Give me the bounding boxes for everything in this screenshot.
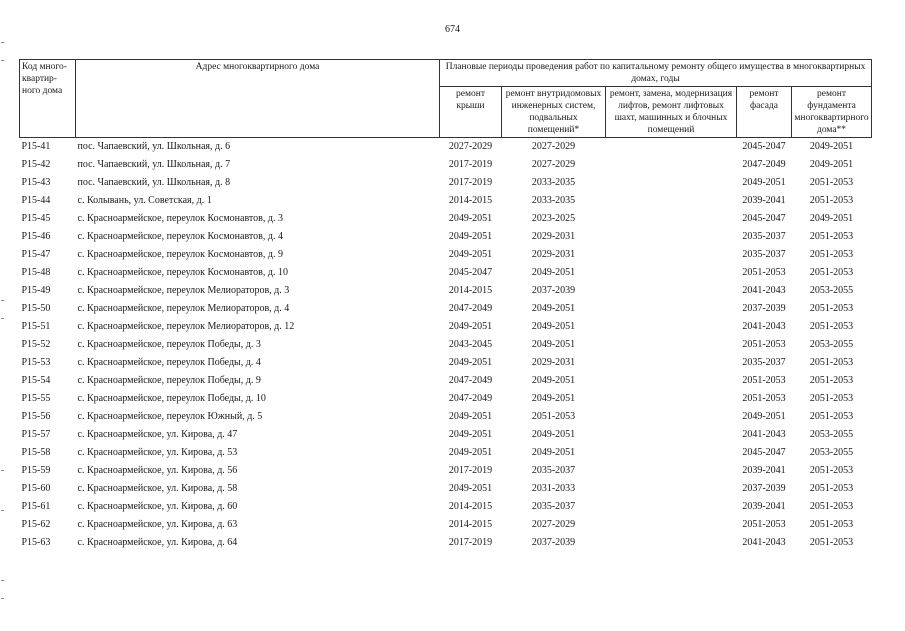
cell-address: с. Красноармейское, переулок Мелиораторов, д. 12 bbox=[77, 321, 295, 332]
cell-lifts bbox=[606, 210, 737, 228]
cell-address: с. Красноармейское, переулок Победы, д. 9 bbox=[77, 375, 261, 386]
cell-systems: 2049-2051 bbox=[531, 339, 576, 350]
cell-roof: 2043-2045 bbox=[448, 339, 493, 350]
cell-facade: 2037-2039 bbox=[742, 483, 786, 494]
cell-systems: 2049-2051 bbox=[531, 375, 576, 386]
table-row bbox=[20, 228, 872, 246]
capital-repair-schedule-table bbox=[19, 59, 872, 552]
cell-lifts bbox=[606, 498, 737, 516]
table-row bbox=[20, 174, 872, 192]
table-row bbox=[20, 534, 872, 552]
cell-address: с. Красноармейское, ул. Кирова, д. 53 bbox=[77, 447, 238, 458]
page-number: 674 bbox=[445, 24, 460, 35]
cell-facade: 2041-2043 bbox=[742, 285, 786, 296]
table-row bbox=[20, 210, 872, 228]
cell-lifts bbox=[606, 246, 737, 264]
cell-roof: 2014-2015 bbox=[448, 519, 493, 530]
cell-systems: 2029-2031 bbox=[531, 357, 576, 368]
cell-lifts bbox=[606, 156, 737, 174]
cell-code: P15-50 bbox=[21, 303, 51, 314]
cell-address: с. Колывань, ул. Советская, д. 1 bbox=[77, 195, 212, 206]
table-row bbox=[20, 498, 872, 516]
cell-foundation: 2051-2053 bbox=[809, 231, 854, 242]
cell-foundation: 2049-2051 bbox=[809, 159, 854, 170]
cell-address: с. Красноармейское, ул. Кирова, д. 58 bbox=[77, 483, 238, 494]
cell-roof: 2047-2049 bbox=[448, 393, 493, 404]
cell-address: с. Красноармейское, переулок Космонавтов, д. 10 bbox=[77, 267, 288, 278]
cell-lifts bbox=[606, 228, 737, 246]
cell-facade: 2051-2053 bbox=[742, 519, 786, 530]
cell-code: P15-49 bbox=[21, 285, 51, 296]
table-row bbox=[20, 408, 872, 426]
cell-code: P15-47 bbox=[21, 249, 51, 260]
cell-code: P15-54 bbox=[21, 375, 51, 386]
cell-foundation: 2051-2053 bbox=[809, 411, 854, 422]
cell-systems: 2049-2051 bbox=[531, 267, 576, 278]
cell-facade: 2049-2051 bbox=[742, 177, 786, 188]
table-body bbox=[20, 138, 872, 553]
cell-code: P15-45 bbox=[21, 213, 51, 224]
cell-lifts bbox=[606, 534, 737, 552]
cell-code: P15-62 bbox=[21, 519, 51, 530]
cell-lifts bbox=[606, 444, 737, 462]
cell-roof: 2049-2051 bbox=[448, 447, 493, 458]
cell-systems: 2049-2051 bbox=[531, 393, 576, 404]
cell-roof: 2047-2049 bbox=[448, 303, 493, 314]
cell-roof: 2027-2029 bbox=[448, 141, 493, 152]
cell-lifts bbox=[606, 282, 737, 300]
table-row bbox=[20, 282, 872, 300]
cell-foundation: 2051-2053 bbox=[809, 303, 854, 314]
cell-facade: 2049-2051 bbox=[742, 411, 786, 422]
cell-lifts bbox=[606, 336, 737, 354]
cell-roof: 2017-2019 bbox=[448, 177, 493, 188]
cell-foundation: 2051-2053 bbox=[809, 195, 854, 206]
cell-systems: 2051-2053 bbox=[531, 411, 576, 422]
cell-systems: 2027-2029 bbox=[531, 141, 576, 152]
header-code: Код много-квартир-ного дома bbox=[20, 60, 76, 138]
cell-roof: 2045-2047 bbox=[448, 267, 493, 278]
cell-address: с. Красноармейское, ул. Кирова, д. 56 bbox=[77, 465, 238, 476]
header-periods-group: Плановые периоды проведения работ по капитальному ремонту общего имущества в многоквартирных домах, годы bbox=[440, 60, 872, 87]
cell-address: с. Красноармейское, переулок Космонавтов, д. 3 bbox=[77, 213, 283, 224]
cell-code: P15-57 bbox=[21, 429, 51, 440]
table-row bbox=[20, 372, 872, 390]
cell-address: с. Красноармейское, ул. Кирова, д. 47 bbox=[77, 429, 238, 440]
cell-facade: 2035-2037 bbox=[742, 231, 786, 242]
cell-code: P15-44 bbox=[21, 195, 51, 206]
cell-address: с. Красноармейское, переулок Мелиораторов, д. 3 bbox=[77, 285, 290, 296]
cell-foundation: 2053-2055 bbox=[809, 429, 854, 440]
cell-code: P15-41 bbox=[21, 141, 51, 152]
cell-systems: 2037-2039 bbox=[531, 537, 576, 548]
cell-lifts bbox=[606, 516, 737, 534]
cell-lifts bbox=[606, 192, 737, 210]
cell-lifts bbox=[606, 138, 737, 157]
cell-code: P15-55 bbox=[21, 393, 51, 404]
cell-foundation: 2051-2053 bbox=[809, 375, 854, 386]
cell-foundation: 2053-2055 bbox=[809, 285, 854, 296]
table-row bbox=[20, 246, 872, 264]
table-row bbox=[20, 462, 872, 480]
cell-systems: 2049-2051 bbox=[531, 321, 576, 332]
cell-address: с. Красноармейское, переулок Космонавтов, д. 4 bbox=[77, 231, 283, 242]
cell-systems: 2029-2031 bbox=[531, 231, 576, 242]
cell-systems: 2027-2029 bbox=[531, 519, 576, 530]
header-lifts: ремонт, замена, модернизация лифтов, ремонт лифтовых шахт, машинных и блочных помещений bbox=[606, 87, 737, 138]
cell-foundation: 2051-2053 bbox=[809, 177, 854, 188]
cell-systems: 2037-2039 bbox=[531, 285, 576, 296]
scan-edge-marks bbox=[0, 0, 8, 631]
cell-systems: 2033-2035 bbox=[531, 177, 576, 188]
cell-systems: 2049-2051 bbox=[531, 303, 576, 314]
cell-lifts bbox=[606, 318, 737, 336]
cell-facade: 2051-2053 bbox=[742, 267, 786, 278]
cell-address: с. Красноармейское, ул. Кирова, д. 63 bbox=[77, 519, 238, 530]
cell-facade: 2051-2053 bbox=[742, 339, 786, 350]
cell-lifts bbox=[606, 426, 737, 444]
table-row bbox=[20, 192, 872, 210]
cell-systems: 2031-2033 bbox=[531, 483, 576, 494]
cell-foundation: 2051-2053 bbox=[809, 501, 854, 512]
cell-roof: 2017-2019 bbox=[448, 537, 493, 548]
cell-code: P15-59 bbox=[21, 465, 51, 476]
cell-lifts bbox=[606, 372, 737, 390]
cell-lifts bbox=[606, 354, 737, 372]
cell-foundation: 2051-2053 bbox=[809, 483, 854, 494]
cell-roof: 2049-2051 bbox=[448, 213, 493, 224]
cell-facade: 2035-2037 bbox=[742, 357, 786, 368]
cell-code: P15-46 bbox=[21, 231, 51, 242]
cell-lifts bbox=[606, 390, 737, 408]
cell-code: P15-48 bbox=[21, 267, 51, 278]
cell-foundation: 2049-2051 bbox=[809, 213, 854, 224]
cell-address: с. Красноармейское, переулок Победы, д. 10 bbox=[77, 393, 266, 404]
cell-address: с. Красноармейское, переулок Космонавтов, д. 9 bbox=[77, 249, 283, 260]
table-row bbox=[20, 390, 872, 408]
cell-roof: 2049-2051 bbox=[448, 429, 493, 440]
table-row bbox=[20, 318, 872, 336]
cell-code: P15-53 bbox=[21, 357, 51, 368]
cell-roof: 2014-2015 bbox=[448, 285, 493, 296]
cell-lifts bbox=[606, 174, 737, 192]
cell-roof: 2047-2049 bbox=[448, 375, 493, 386]
cell-foundation: 2053-2055 bbox=[809, 339, 854, 350]
cell-foundation: 2051-2053 bbox=[809, 393, 854, 404]
cell-foundation: 2051-2053 bbox=[809, 519, 854, 530]
cell-code: P15-51 bbox=[21, 321, 51, 332]
cell-address: с. Красноармейское, переулок Южный, д. 5 bbox=[77, 411, 263, 422]
cell-systems: 2033-2035 bbox=[531, 195, 576, 206]
table-row bbox=[20, 444, 872, 462]
table-row bbox=[20, 300, 872, 318]
cell-facade: 2051-2053 bbox=[742, 375, 786, 386]
cell-facade: 2045-2047 bbox=[742, 141, 786, 152]
cell-facade: 2047-2049 bbox=[742, 159, 786, 170]
table-row bbox=[20, 516, 872, 534]
cell-lifts bbox=[606, 300, 737, 318]
table-row bbox=[20, 354, 872, 372]
header-foundation: ремонт фундамента многоквартирного дома** bbox=[792, 87, 872, 138]
cell-foundation: 2053-2055 bbox=[809, 447, 854, 458]
cell-code: P15-63 bbox=[21, 537, 51, 548]
cell-facade: 2041-2043 bbox=[742, 537, 786, 548]
cell-roof: 2049-2051 bbox=[448, 483, 493, 494]
cell-facade: 2041-2043 bbox=[742, 429, 786, 440]
cell-address: пос. Чапаевский, ул. Школьная, д. 8 bbox=[77, 177, 231, 188]
cell-roof: 2014-2015 bbox=[448, 501, 493, 512]
header-roof: ремонт крыши bbox=[440, 87, 502, 138]
cell-facade: 2045-2047 bbox=[742, 213, 786, 224]
cell-facade: 2035-2037 bbox=[742, 249, 786, 260]
cell-foundation: 2051-2053 bbox=[809, 249, 854, 260]
cell-systems: 2035-2037 bbox=[531, 501, 576, 512]
table-row bbox=[20, 156, 872, 174]
table-row bbox=[20, 426, 872, 444]
cell-foundation: 2051-2053 bbox=[809, 321, 854, 332]
cell-facade: 2037-2039 bbox=[742, 303, 786, 314]
cell-address: с. Красноармейское, переулок Победы, д. 4 bbox=[77, 357, 261, 368]
cell-facade: 2041-2043 bbox=[742, 321, 786, 332]
cell-roof: 2017-2019 bbox=[448, 465, 493, 476]
cell-foundation: 2051-2053 bbox=[809, 267, 854, 278]
cell-facade: 2039-2041 bbox=[742, 195, 786, 206]
cell-code: P15-60 bbox=[21, 483, 51, 494]
cell-code: P15-42 bbox=[21, 159, 51, 170]
cell-foundation: 2051-2053 bbox=[809, 465, 854, 476]
cell-lifts bbox=[606, 264, 737, 282]
cell-systems: 2049-2051 bbox=[531, 429, 576, 440]
cell-roof: 2049-2051 bbox=[448, 321, 493, 332]
cell-address: с. Красноармейское, ул. Кирова, д. 60 bbox=[77, 501, 238, 512]
cell-systems: 2023-2025 bbox=[531, 213, 576, 224]
table-header bbox=[20, 60, 872, 138]
table-row bbox=[20, 138, 872, 157]
header-systems: ремонт внутридомовых инженерных систем, подвальных помещений* bbox=[502, 87, 606, 138]
cell-foundation: 2051-2053 bbox=[809, 537, 854, 548]
cell-systems: 2035-2037 bbox=[531, 465, 576, 476]
header-facade: ремонт фасада bbox=[737, 87, 792, 138]
cell-address: пос. Чапаевский, ул. Школьная, д. 6 bbox=[77, 141, 231, 152]
cell-facade: 2045-2047 bbox=[742, 447, 786, 458]
cell-lifts bbox=[606, 480, 737, 498]
cell-code: P15-52 bbox=[21, 339, 51, 350]
cell-roof: 2049-2051 bbox=[448, 231, 493, 242]
cell-code: P15-56 bbox=[21, 411, 51, 422]
cell-code: P15-58 bbox=[21, 447, 51, 458]
table-row bbox=[20, 264, 872, 282]
cell-roof: 2049-2051 bbox=[448, 249, 493, 260]
cell-address: с. Красноармейское, переулок Победы, д. 3 bbox=[77, 339, 261, 350]
cell-roof: 2014-2015 bbox=[448, 195, 493, 206]
cell-systems: 2049-2051 bbox=[531, 447, 576, 458]
cell-lifts bbox=[606, 462, 737, 480]
cell-foundation: 2051-2053 bbox=[809, 357, 854, 368]
cell-address: с. Красноармейское, переулок Мелиораторов, д. 4 bbox=[77, 303, 290, 314]
table-row bbox=[20, 336, 872, 354]
cell-code: P15-43 bbox=[21, 177, 51, 188]
cell-roof: 2017-2019 bbox=[448, 159, 493, 170]
cell-lifts bbox=[606, 408, 737, 426]
cell-facade: 2039-2041 bbox=[742, 501, 786, 512]
cell-roof: 2049-2051 bbox=[448, 357, 493, 368]
cell-facade: 2051-2053 bbox=[742, 393, 786, 404]
header-address: Адрес многоквартирного дома bbox=[76, 60, 440, 138]
cell-foundation: 2049-2051 bbox=[809, 141, 854, 152]
table-row bbox=[20, 480, 872, 498]
cell-address: пос. Чапаевский, ул. Школьная, д. 7 bbox=[77, 159, 231, 170]
cell-address: с. Красноармейское, ул. Кирова, д. 64 bbox=[77, 537, 238, 548]
cell-facade: 2039-2041 bbox=[742, 465, 786, 476]
cell-systems: 2029-2031 bbox=[531, 249, 576, 260]
cell-systems: 2027-2029 bbox=[531, 159, 576, 170]
cell-code: P15-61 bbox=[21, 501, 51, 512]
cell-roof: 2049-2051 bbox=[448, 411, 493, 422]
